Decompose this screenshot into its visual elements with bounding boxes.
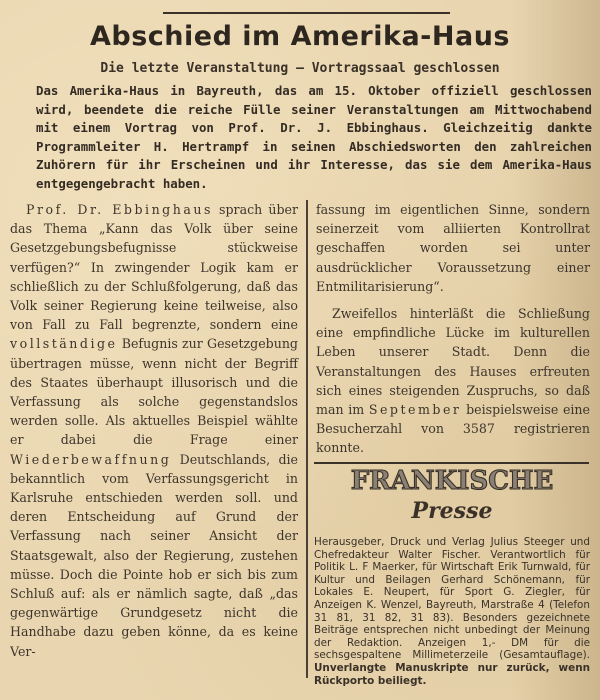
article-column-left xyxy=(10,200,298,661)
imprint-note: Unverlangte Manuskripte nur zurück, wenn Rückporto beiliegt. xyxy=(314,661,590,687)
lead-paragraph: Das Amerika-Haus in Bayreuth, das am 15. Oktober offiziell geschlossen wird, beendete die reiche Fülle seiner Veranstaltungen am Mittwochabend mit einem Vortrag von Prof. Dr. J. Ebbinghaus. Gleichzeitig dankte Programmleiter H. Hertrampf in seinen Abschiedsworten den zahlreichen Zuhörern für ihr Erscheinen und ihr Interesse, das sie dem Amerika-Haus entgegengebracht haben. xyxy=(36,83,592,191)
emphasis-text: Wiederbewaffnung xyxy=(10,451,172,467)
body-text: Zweifellos hinterläßt die Schließung eine empfindliche Lücke im kulturellen Leben unserer Stadt. Denn die Veranstaltungen des Hauses erfreuten sich eines steigenden Zuspruchs, so daß man im xyxy=(316,306,590,418)
body-text: Befugnis zur Gesetzgebung übertragen müsse, wenn nicht der Begriff des Staates überhaupt illusorisch und die Verfassung als solche gegenstandslos werden solle. Als aktuelles Beispiel wählte er dabei die Frage einer xyxy=(10,336,298,448)
speaker-name: Prof. Dr. Ebbinghaus xyxy=(26,202,213,217)
body-paragraph: fassung im eigentlichen Sinne, sondern seinerzeit vom alliierten Kontrollrat geschaffen worden sei unter ausdrücklicher Voraussetzung einer Entmilitarisierung“. xyxy=(316,202,590,294)
masthead-rule xyxy=(314,462,589,464)
logo-title: FRANKISCHE xyxy=(350,466,554,496)
subheadline: Die letzte Veranstaltung — Vortragssaal geschlossen xyxy=(100,61,500,76)
newspaper-logo xyxy=(316,466,588,532)
body-text: Deutschlands, die bekanntlich vom Verfassungsgericht in Karlsruhe entschieden werden soll. und deren Entscheidung auf Grund der Verfassung nach seiner Ansicht der Staatsgewalt, also der Regierung, zustehen müsse. Doch die Pointe hob er sich bis zum Schluß auf: als er nämlich sagte, daß „das gegenwärtige Grundgesetz nicht die Handhabe dazu geben könne, da es keine Ver- xyxy=(10,451,298,659)
emphasis-text: vollständige xyxy=(10,336,118,352)
body-paragraph xyxy=(316,304,590,458)
body-text: sprach über das Thema „Kann das Volk über seine Gesetzgebungsbefugnisse stückweise verfügen?“ In zwingender Logik kam er schließlich zu der Schlußfolgerung, daß das Volk seiner Regierung keine teilweise, also von Fall zu Fall begrenzte, sondern eine xyxy=(10,202,298,333)
imprint-text: Herausgeber, Druck und Verlag Julius Steeger und Chefredakteur Walter Fischer. Verantwortlich für Politik L. F Maerker, für Wirtschaft Erik Turnwald, für Kultur und Beilagen Gerhard Schönemann, für Lokales E. Neupert, für Sport G. Ziegler, für Anzeigen K. Wenzel, Bayreuth, Marstraße 4 (Telefon 31 81, 31 82, 31 83). Besonders gezeichnete Beiträge entsprechen nicht unbedingt der Meinung der Redaktion. Anzeigen 1,- DM für die sechsgespaltene Millimeterzeile (Gesamtauflage). xyxy=(314,536,590,662)
headline: Abschied im Amerika-Haus xyxy=(89,21,510,52)
column-divider xyxy=(306,200,308,678)
emphasis-text: September xyxy=(368,402,462,418)
logo-script: Presse xyxy=(411,498,493,524)
article-column-right xyxy=(316,200,590,458)
body-paragraph xyxy=(10,200,298,661)
body-text: beispielsweise eine Besucherzahl von 3587 registrieren konnte. xyxy=(316,402,590,456)
imprint xyxy=(314,536,590,687)
top-rule xyxy=(163,12,450,14)
